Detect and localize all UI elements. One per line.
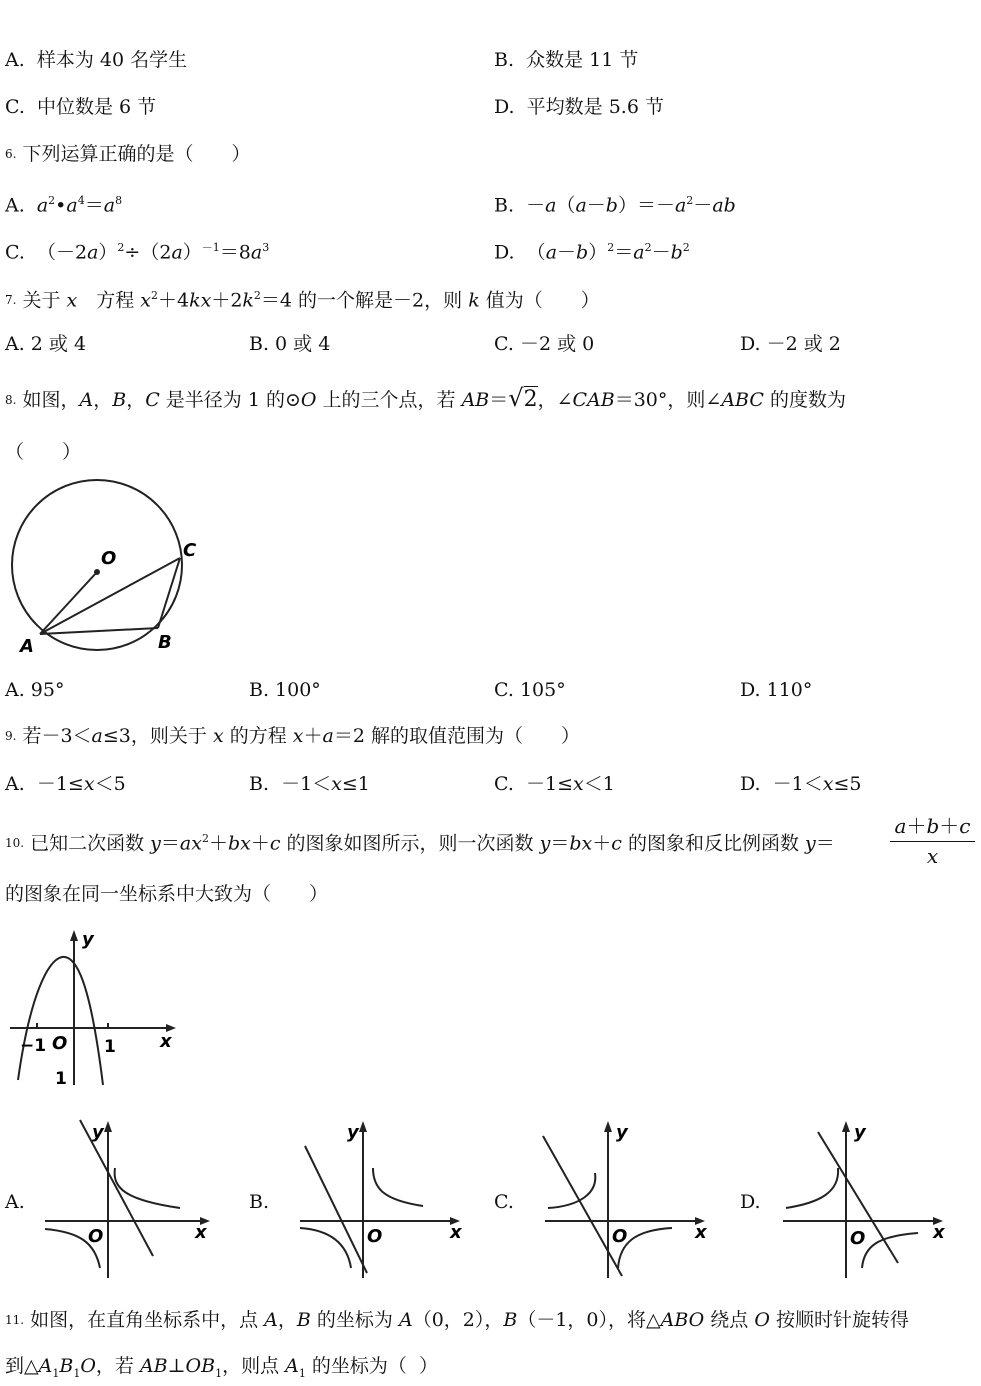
q6-option-c[interactable]: C. $(-2a)^2\div(2a)^{-1}=8a^3$ <box>5 241 270 264</box>
q9-option-c[interactable]: C. －1≤x＜1 <box>494 773 615 795</box>
q8-option-c[interactable]: C. 105° <box>494 679 566 701</box>
q10-option-c[interactable]: C. <box>494 1191 514 1213</box>
q5-option-b[interactable]: B. 众数是 11 节 <box>494 49 639 71</box>
q6-option-d[interactable]: D. $(a-b)^2=a^2-b^2$ <box>494 241 690 264</box>
svg-text:O: O <box>367 1226 383 1247</box>
q7-option-d[interactable]: D. －2 或 2 <box>740 333 841 355</box>
svg-text:x: x <box>195 1222 207 1243</box>
q6-option-a[interactable]: A. $a^2•a^4=a^8$ <box>5 194 123 217</box>
q8-paren: （ ） <box>5 441 82 463</box>
svg-text:y: y <box>854 1122 866 1143</box>
svg-text:O: O <box>88 1226 104 1247</box>
q5-option-d[interactable]: D. 平均数是 5.6 节 <box>494 96 664 118</box>
q9-stem: 9. 若－3＜a≤3，则关于 x 的方程 x＋a＝2 解的取值范围为（ ） <box>5 725 580 747</box>
svg-text:y: y <box>616 1122 628 1143</box>
q10-option-a[interactable]: A. <box>5 1191 25 1213</box>
q8-option-a[interactable]: A. 95° <box>5 679 65 701</box>
svg-text:O: O <box>612 1226 628 1247</box>
svg-text:O: O <box>52 1033 68 1054</box>
q8-stem: 8. 如图，A，B，C 是半径为 1 的⊙O 上的三个点，若 AB＝√2，∠CAB＝30°，则∠ABC 的度数为 <box>5 384 846 412</box>
svg-text:B: B <box>158 632 172 653</box>
q10-option-b[interactable]: B. <box>249 1191 270 1213</box>
svg-text:O: O <box>101 548 117 569</box>
svg-text:y: y <box>92 1122 104 1143</box>
svg-text:x: x <box>450 1222 462 1243</box>
svg-text:x: x <box>160 1031 172 1052</box>
q11-stem: 11. 如图，在直角坐标系中，点 A，B 的坐标为 A（0，2），B（－1，0），将△ABO 绕点 O 按顺时针旋转得 <box>5 1309 909 1331</box>
q9-option-a[interactable]: A. －1≤x＜5 <box>5 773 126 795</box>
q11-stem-line2: 到$\triangle A_1B_1O$，若 $AB\perp OB_1$，则点 $A_1$ 的坐标为（ ） <box>5 1355 438 1380</box>
q10-parabola-figure <box>0 925 190 1090</box>
svg-text:1: 1 <box>55 1069 67 1089</box>
q9-option-b[interactable]: B. －1＜x≤1 <box>249 773 370 795</box>
q10-option-d[interactable]: D. <box>740 1191 761 1213</box>
svg-text:−1: −1 <box>20 1036 47 1056</box>
svg-text:A: A <box>20 636 34 657</box>
q7-stem: 7. 关于 x 方程 $x^2+4kx+2k^2=4$ 的一个解是－2，则 k 值为（ ） <box>5 289 600 312</box>
svg-text:y: y <box>82 929 94 950</box>
q6-option-b[interactable]: B. $-a(a-b)=-a^2-ab$ <box>494 194 736 217</box>
q9-option-d[interactable]: D. －1＜x≤5 <box>740 773 862 795</box>
q10-stem-line2: 的图象在同一坐标系中大致为（ ） <box>5 883 329 905</box>
svg-text:y: y <box>347 1122 359 1143</box>
q7-option-b[interactable]: B. 0 或 4 <box>249 333 331 355</box>
svg-text:1: 1 <box>104 1037 116 1057</box>
q5-option-a[interactable]: A. 样本为 40 名学生 <box>5 49 188 71</box>
q10-graph-d[interactable] <box>778 1118 958 1278</box>
q5-option-c[interactable]: C. 中位数是 6 节 <box>5 96 157 118</box>
q10-stem: 10. 已知二次函数 $y=ax^2+bx+c$ 的图象如图所示，则一次函数 y＝bx＋c 的图象和反比例函数 y＝ <box>5 832 835 855</box>
q8-option-d[interactable]: D. 110° <box>740 679 813 701</box>
q7-option-a[interactable]: A. 2 或 4 <box>5 333 87 355</box>
q8-option-b[interactable]: B. 100° <box>249 679 321 701</box>
svg-text:x: x <box>695 1222 707 1243</box>
svg-text:C: C <box>183 540 197 561</box>
q7-option-c[interactable]: C. －2 或 0 <box>494 333 595 355</box>
q8-circle-figure <box>0 480 210 660</box>
q10-graph-a[interactable] <box>40 1118 220 1278</box>
q10-graph-b[interactable] <box>295 1118 475 1278</box>
q6-stem: 6. 下列运算正确的是（ ） <box>5 143 251 165</box>
q10-graph-c[interactable] <box>540 1118 720 1278</box>
svg-text:x: x <box>933 1222 945 1243</box>
svg-text:O: O <box>850 1228 866 1249</box>
q10-fraction: a＋b＋c x <box>890 810 975 868</box>
